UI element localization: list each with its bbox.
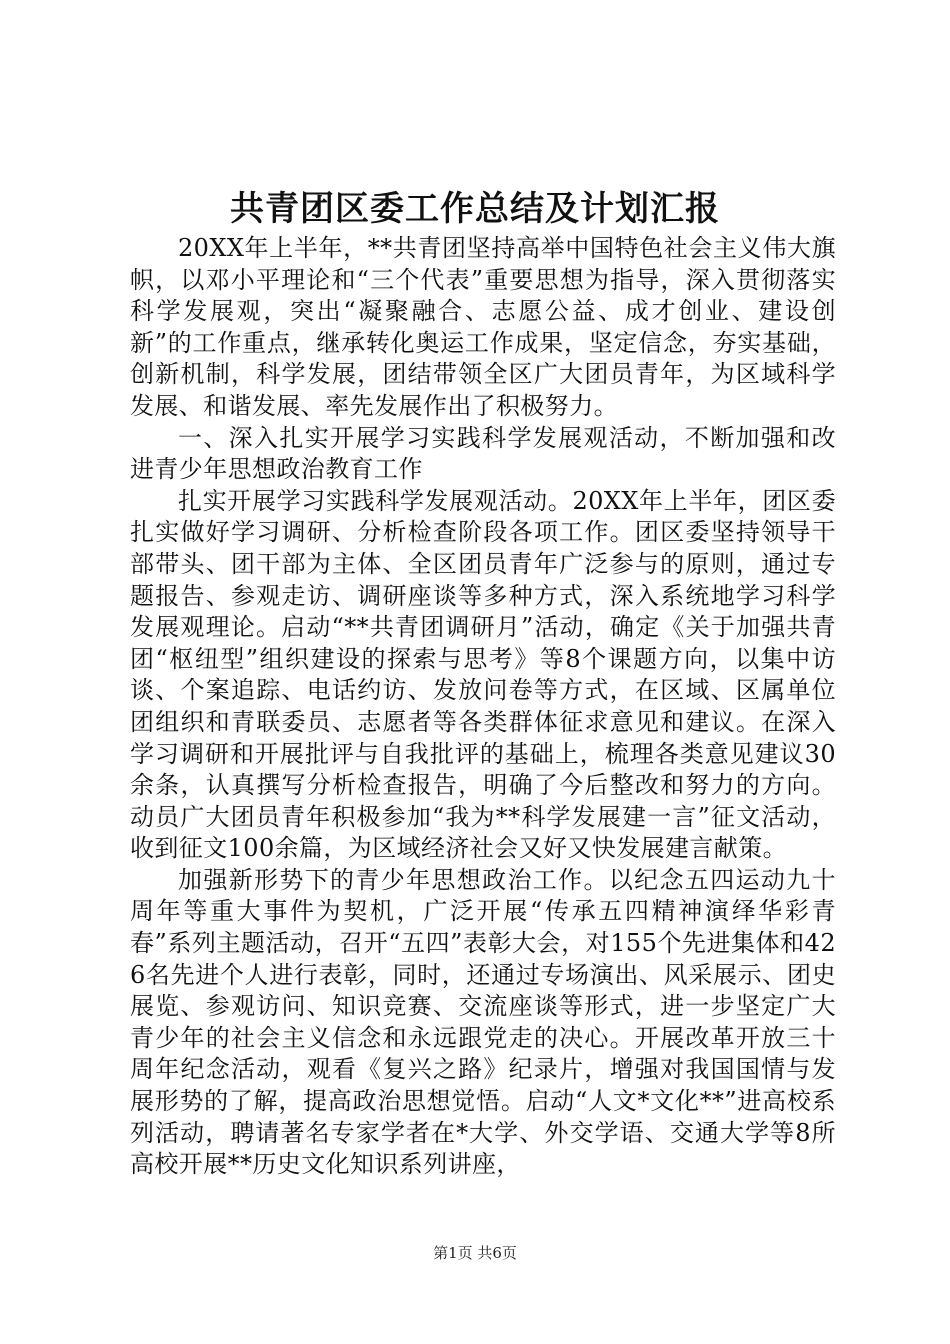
document-body [130, 233, 836, 1181]
intro-paragraph: 20XX年上半年，**共青团坚持高举中国特色社会主义伟大旗帜，以邓小平理论和“三个代表”重要思想为指导，深入贯彻落实科学发展观，突出“凝聚融合、志愿公益、成才创业、建设创新”的工作重点，继承转化奥运工作成果，坚定信念，夯实基础，创新机制，科学发展，团结带领全区广大团员青年，为区域科学发展、和谐发展、率先发展作出了积极努力。 [130, 234, 836, 420]
document-title: 共青团区委工作总结及计划汇报 [230, 189, 720, 229]
section-heading-paragraph: 一、深入扎实开展学习实践科学发展观活动，不断加强和改进青少年思想政治教育工作 [130, 423, 836, 484]
page-footer: 第1页 共6页 [433, 1244, 517, 1262]
study-practice-paragraph: 扎实开展学习实践科学发展观活动。20XX年上半年，团区委扎实做好学习调研、分析检查阶段各项工作。团区委坚持领导干部带头、团干部为主体、全区团员青年广泛参与的原则，通过专题报告、参观走访、调研座谈等多种方式，深入系统地学习科学发展观理论。启动“**共青团调研月”活动，确定《关于加强共青团“枢纽型”组织建设的探索与思考》等8个课题方向，以集中访谈、个案追踪、电话约访、发放问卷等方式，在区域、区属单位团组织和青联委员、志愿者等各类群体征求意见和建议。在深入学习调研和开展批评与自我批评的基础上，梳理各类意见建议30余条，认真撰写分析检查报告，明确了今后整改和努力的方向。动员广大团员青年积极参加“我为**科学发展建一言”征文活动，收到征文100余篇，为区域经济社会又好又快发展建言献策。 [130, 486, 836, 863]
ideology-work-paragraph: 加强新形势下的青少年思想政治工作。以纪念五四运动九十周年等重大事件为契机，广泛开展“传承五四精神演绎华彩青春”系列主题活动，召开“五四”表彰大会，对155个先进集体和426名先进个人进行表彰，同时，还通过专场演出、风采展示、团史展览、参观访问、知识竞赛、交流座谈等形式，进一步坚定广大青少年的社会主义信念和永远跟党走的决心。开展改革开放三十周年纪念活动，观看《复兴之路》纪录片，增强对我国国情与发展形势的了解，提高政治思想觉悟。启动“人文*文化**”进高校系列活动，聘请著名专家学者在*大学、外交学语、交通大学等8所高校开展**历史文化知识系列讲座， [130, 865, 836, 1179]
